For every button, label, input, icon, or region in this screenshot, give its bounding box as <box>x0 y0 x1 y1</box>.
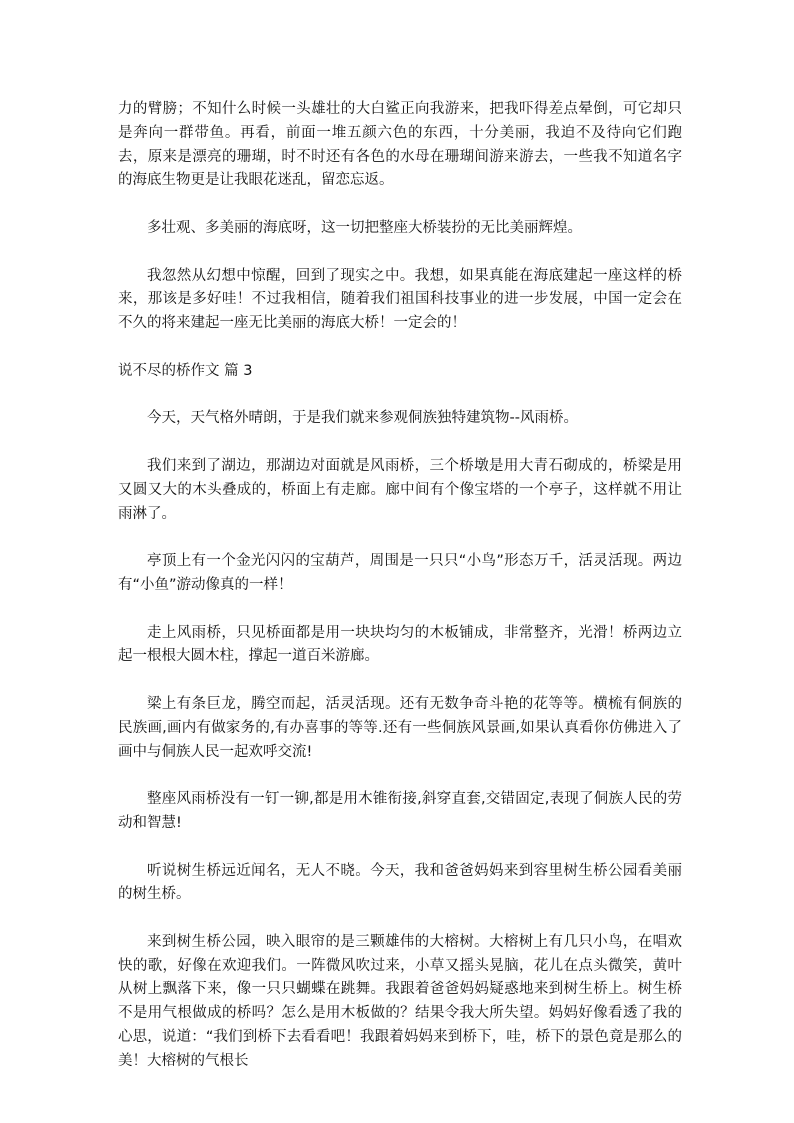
paragraph: 多壮观、多美丽的海底呀，这一切把整座大桥装扮的无比美丽辉煌。 <box>147 219 582 236</box>
paragraph: 我忽然从幻想中惊醒，回到了现实之中。我想，如果真能在海底建起一座这样的桥来，那该是多好哇！不过我相信，随着我们祖国科技事业的进一步发展，中国一定会在不久的将来建起一座无比美丽的海底大桥！一定会的！ <box>118 267 682 332</box>
paragraph: 梁上有条巨龙，腾空而起，活灵活现。还有无数争奇斗艳的花等等。横梳有侗族的民族画,画内有做家务的,有办喜事的等等.还有一些侗族风景画,如果认真看你仿佛进入了画中与侗族人民一起欢呼交流! <box>118 695 682 760</box>
paragraph: 走上风雨桥，只见桥面都是用一块块均匀的木板铺成，非常整齐，光滑！桥两边立起一根根大圆木柱，撑起一道百米游廊。 <box>118 624 682 665</box>
paragraph: 整座风雨桥没有一钉一铆,都是用木锥衔接,斜穿直套,交错固定,表现了侗族人民的劳动和智慧! <box>118 791 682 831</box>
paragraph: 我们来到了湖边，那湖边对面就是风雨桥，三个桥墩是用大青石砌成的，桥梁是用又圆又大的木头叠成的，桥面上有走廊。廊中间有个像宝塔的一个亭子，这样就不用让雨淋了。 <box>118 457 682 522</box>
paragraph: 来到树生桥公园，映入眼帘的是三颗雄伟的大榕树。大榕树上有几只小鸟，在唱欢快的歌，好像在欢迎我们。一阵微风吹过来，小草又摇头晃脑，花儿在点头微笑，黄叶从树上飘落下来，像一只只蝴蝶在跳舞。我跟着爸爸妈妈疑惑地来到树生桥上。树生桥不是用气根做成的桥吗？怎么是用木板做的？结果令我大所失望。妈妈好像看透了我的心思，说道：“我们到桥下去看看吧！我跟着妈妈来到桥下，哇，桥下的景色竟是那么的美！大榕树的气根长 <box>118 933 682 1069</box>
document-page <box>118 98 682 1097</box>
paragraph-continuation: 力的臂膀；不知什么时候一头雄壮的大白鲨正向我游来，把我吓得差点晕倒，可它却只是奔向一群带鱼。再看，前面一堆五颜六色的东西，十分美丽，我迫不及待向它们跑去，原来是漂亮的珊瑚，时不时还有各色的水母在珊瑚间游来游去，一些我不知道名字的海底生物更是让我眼花迷乱，留恋忘返。 <box>118 101 682 189</box>
section-heading: 说不尽的桥作文 篇 3 <box>118 362 253 379</box>
paragraph: 今天，天气格外晴朗，于是我们就来参观侗族独特建筑物--风雨桥。 <box>147 410 578 427</box>
paragraph: 听说树生桥远近闻名，无人不晓。今天，我和爸爸妈妈来到容里树生桥公园看美丽的树生桥。 <box>118 862 682 903</box>
paragraph: 亭顶上有一个金光闪闪的宝葫芦，周围是一只只“小鸟”形态万千，活灵活现。两边有“小鱼”游动像真的一样！ <box>118 553 682 593</box>
